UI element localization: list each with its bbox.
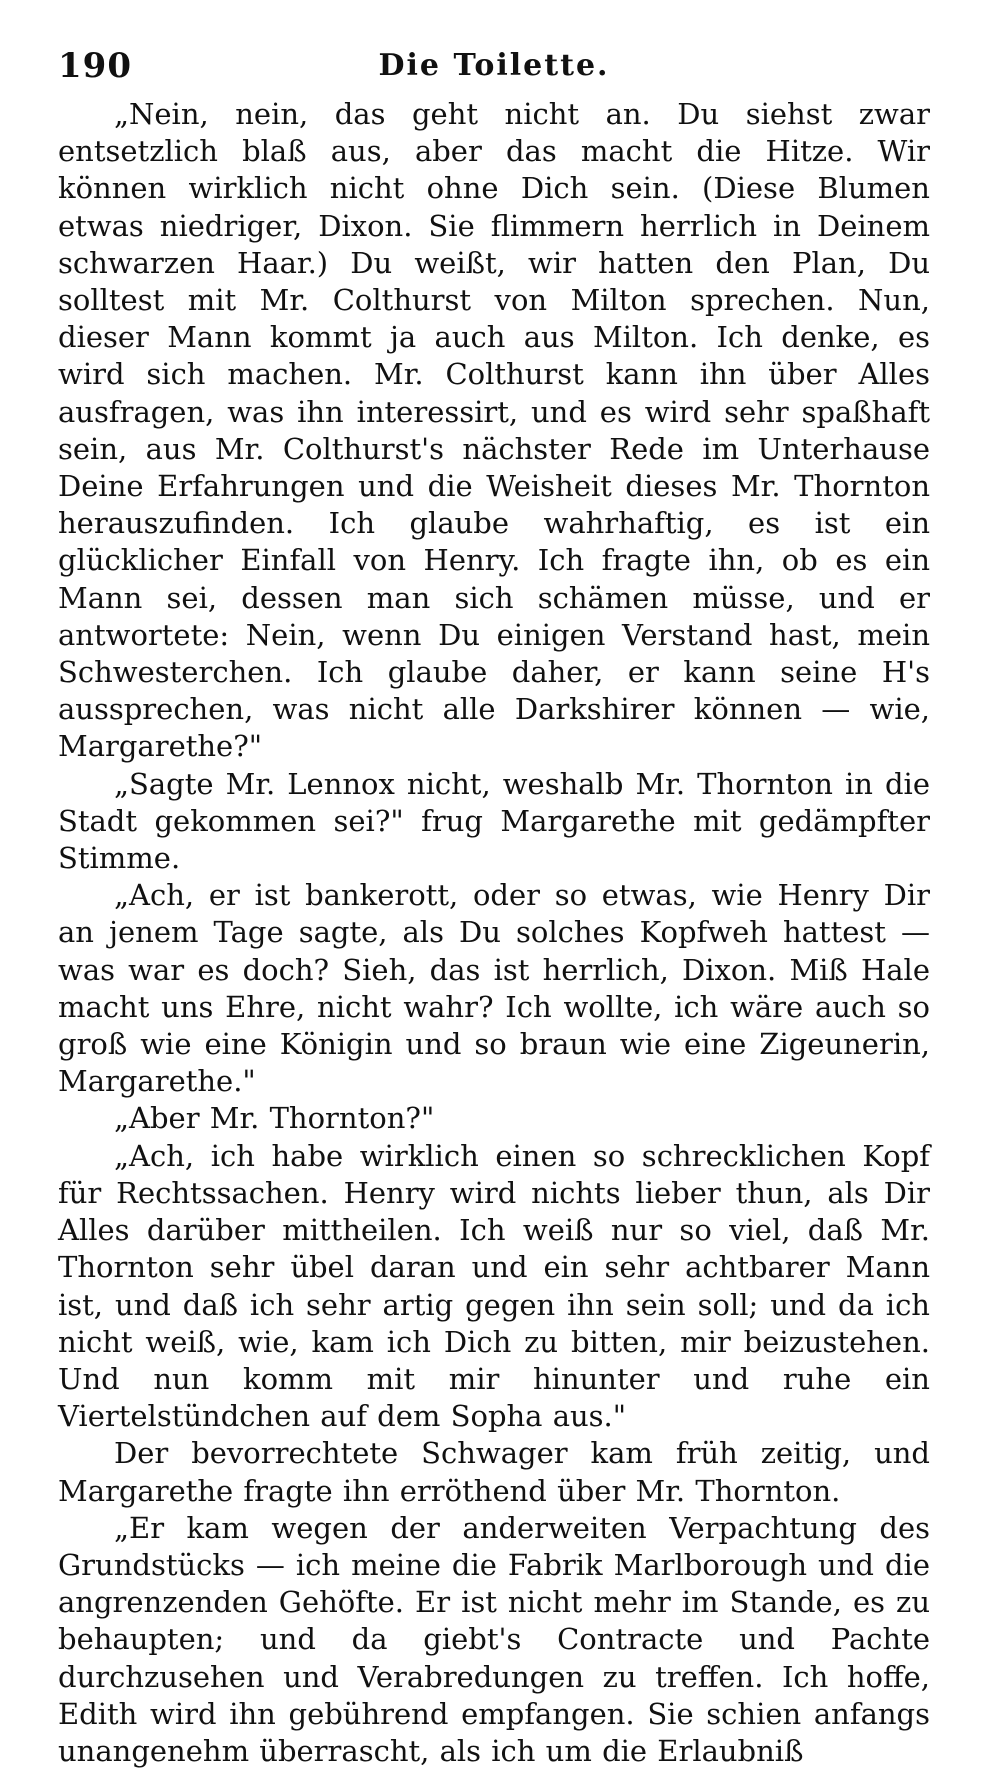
paragraph: „Aber Mr. Thornton?": [114, 1101, 435, 1136]
paragraph: „Ach, ich habe wirklich einen so schrecklichen Kopf für Rechtssachen. Henry wird nichts lieber thun, als Dir Alles darüber mittheilen. Ich weiß nur so viel, daß Mr. Thornton sehr übel daran und ein sehr achtbarer Mann ist, und daß ich sehr artig gegen ihn sein soll; und da ich nicht weiß, wie, kam ich Dich zu bitten, mir beizustehen. Und nun komm mit mir hinunter und ruhe ein Viertelstündchen auf dem Sopha aus.": [58, 1138, 930, 1434]
running-title: Die Toilette.: [378, 48, 610, 83]
paragraph: „Er kam wegen der anderweiten Verpachtung des Grundstücks — ich meine die Fabrik Marlborough und die angrenzenden Gehöfte. Er ist nicht mehr im Stande, es zu behaupten; und da giebt's Contracte und Pachte durchzusehen und Verabredungen zu treffen. Ich hoffe, Edith wird ihn gebührend empfangen. Sie schien anfangs unangenehm überrascht, als ich um die Erlaubniß: [58, 1510, 930, 1768]
page-header: [58, 38, 930, 96]
book-page: [58, 38, 930, 1768]
paragraph: Der bevorrechtete Schwager kam früh zeitig, und Margarethe fragte ihn erröthend über Mr. Thornton.: [58, 1436, 930, 1508]
page-number: 190: [58, 46, 132, 86]
paragraph: „Ach, er ist bankerott, oder so etwas, wie Henry Dir an jenem Tage sagte, als Du solches Kopfweh hattest — was war es doch? Sieh, das ist herrlich, Dixon. Miß Hale macht uns Ehre, nicht wahr? Ich wollte, ich wäre auch so groß wie eine Königin und so braun wie eine Zigeunerin, Margarethe.": [58, 878, 930, 1099]
body-text: [58, 96, 930, 1770]
paragraph: „Sagte Mr. Lennox nicht, weshalb Mr. Thornton in die Stadt gekommen sei?" frug Margarethe mit gedämpfter Stimme.: [58, 766, 930, 876]
paragraph: „Nein, nein, das geht nicht an. Du siehst zwar entsetzlich blaß aus, aber das macht die Hitze. Wir können wirklich nicht ohne Dich sein. (Diese Blumen etwas niedriger, Dixon. Sie flimmern herrlich in Deinem schwarzen Haar.) Du weißt, wir hatten den Plan, Du solltest mit Mr. Colthurst von Milton sprechen. Nun, dieser Mann kommt ja auch aus Milton. Ich denke, es wird sich machen. Mr. Colthurst kann ihn über Alles ausfragen, was ihn interessirt, und es wird sehr spaßhaft sein, aus Mr. Colthurst's nächster Rede im Unterhause Deine Erfahrungen und die Weisheit dieses Mr. Thornton herauszufinden. Ich glaube wahrhaftig, es ist ein glücklicher Einfall von Henry. Ich fragte ihn, ob es ein Mann sei, dessen man sich schämen müsse, und er antwortete: Nein, wenn Du einigen Verstand hast, mein Schwesterchen. Ich glaube daher, er kann seine H's aussprechen, was nicht alle Darkshirer können — wie, Margarethe?": [58, 97, 930, 764]
